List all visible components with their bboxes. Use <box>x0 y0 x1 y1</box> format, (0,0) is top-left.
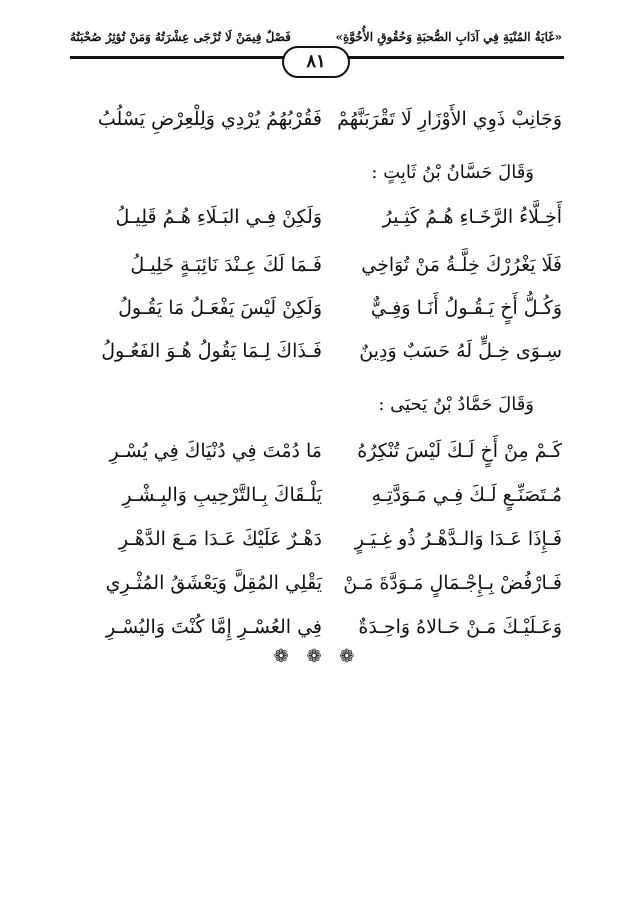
poet-intro: وَقَالَ حَمَّادُ بْنُ يَحيَى : <box>378 394 534 415</box>
verse-hemistich-left: فَـذَاكَ لِـمَا يَقُولُ هُـوَ الفَعُـولُ <box>101 340 322 362</box>
verse-hemistich-right: مُـتَصَنِّـعٍ لَـكَ فِـي مَـوَدَّتِـهِ <box>371 484 562 506</box>
verse-hemistich-left: يَلْـقَاكَ بِـالتَّرْحِيبِ وَالبِـشْـرِ <box>122 484 322 506</box>
page-number: ٨١ <box>282 46 350 78</box>
section-end-ornament: ❁ ❁ ❁ <box>273 646 361 667</box>
verse-hemistich-left: مَا دُمْتَ فِي دُنْيَاكَ فِي يُسْـرِ <box>109 440 322 462</box>
verse-hemistich-left: فِي العُسْـرِ إِمَّا كُنْتَ وَاليُسْـرِ <box>106 616 322 638</box>
verse-hemistich-right: وَكُـلُّ أَخٍ يَـقُـولُ أَنَـا وَفِـيٌّ <box>370 297 562 319</box>
verse-hemistich-left: وَلَكِنْ لَيْسَ يَفْعَـلُ مَا يَقُـولُ <box>118 297 322 319</box>
verse-hemistich-right: فَلَا يَغْرُرْكَ خِلَّـةُ مَنْ تُوَاخِي <box>361 254 562 276</box>
verse-hemistich-right: وَجَانِبْ ذَوِي الأَوْزَارِ لَا تَقْرَبَنَّهُمْ <box>337 108 562 130</box>
verse-hemistich-right: فَـارْفُضْ بِـإِجْـمَالٍ مَـوَدَّةَ مَـنْ <box>343 572 562 594</box>
chapter-title: فَصْلٌ فِيمَنْ لَا تُرْجَى عِشْرَتُهُ وَمَنْ تُؤثِرُ صُحْبَتُهُ <box>70 30 291 44</box>
verse-hemistich-right: سِـوَى خِـلٍّ لَهُ حَسَبٌ وَدِينٌ <box>359 340 562 362</box>
verse-hemistich-left: فَقُرْبُهُمُ يُرْدِي وَلِلْعِرْضِ يَسْلُبُ <box>97 108 322 130</box>
verse-hemistich-left: دَهْـرٌ عَلَيْكَ عَـدَا مَـعَ الدَّهْـرِ <box>118 528 322 550</box>
verse-hemistich-left: يَقْلِي المُقِلَّ وَيَعْشَقُ المُثْـرِي <box>105 572 322 594</box>
book-title: «غَايَةُ المُنْيَةِ فِي آدَابِ الصُّحبَةِ وَحُقُوقِ الأُخُوَّةِ» <box>335 30 562 44</box>
verse-hemistich-right: كَـمْ مِنْ أَخٍ لَـكَ لَيْسَ تُنْكِرُهُ <box>357 440 562 462</box>
verse-hemistich-right: وَعَـلَيْـكَ مَـنْ حَـالاهُ وَاحِـدَةٌ <box>358 616 562 638</box>
verse-hemistich-left: وَلَكِنْ فِـي البَـلَاءِ هُـمُ قَلِيـلُ <box>115 206 322 228</box>
verse-hemistich-left: فَـمَا لَكَ عِـنْدَ نَائِبَـةٍ خَلِيـلُ <box>130 254 322 276</box>
poet-intro: وَقَالَ حَسَّانُ بْنُ ثَابِتٍ : <box>371 162 534 183</box>
verse-hemistich-right: أَخِـلَّاءُ الرَّخَـاءِ هُـمُ كَثِـيرُ <box>382 206 562 228</box>
verse-hemistich-right: فَـإِذَا عَـدَا وَالـدَّهْـرُ ذُو غِـيَـرٍ <box>354 528 562 550</box>
